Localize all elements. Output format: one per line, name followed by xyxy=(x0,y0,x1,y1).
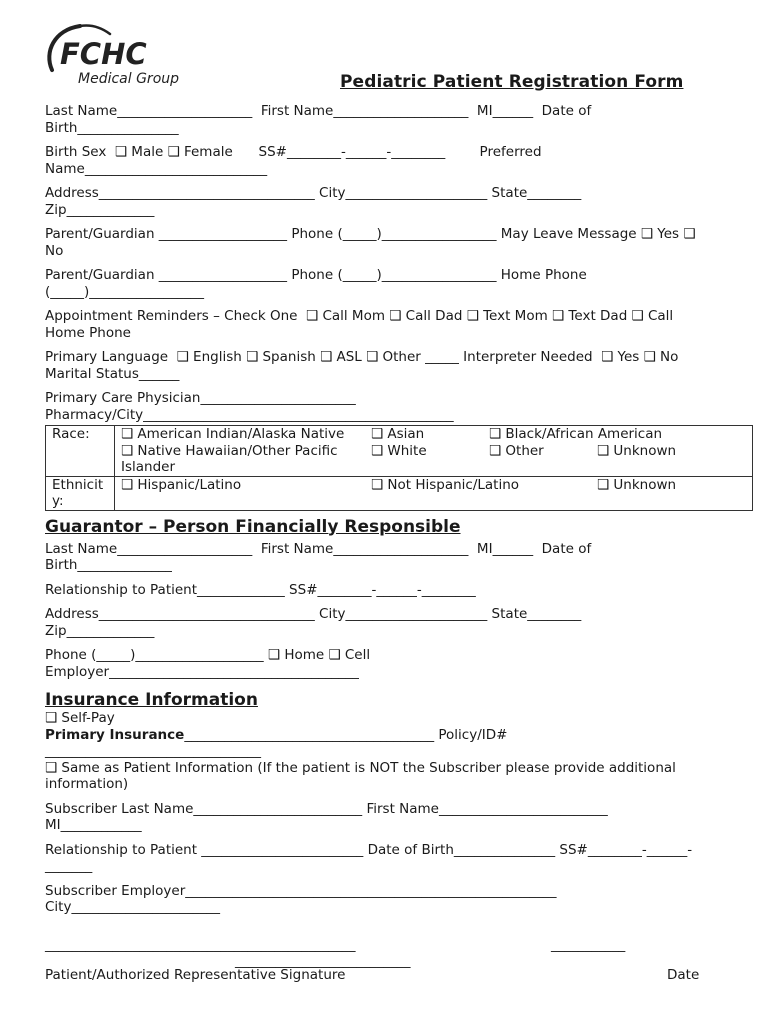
signature-line-2[interactable]: __________________________ xyxy=(235,953,411,969)
insurance-field-line[interactable]: Relationship to Patient ________________________ Date of Birth_______________ SS#________-______- xyxy=(45,841,693,858)
signature-label: Patient/Authorized Representative Signature xyxy=(45,967,346,983)
patient-field-spacer xyxy=(45,259,735,267)
ethnicity-option-hispanic[interactable]: ❑ Hispanic/Latino xyxy=(121,476,242,493)
insurance-field-line[interactable]: information) xyxy=(45,776,129,792)
patient-field-line[interactable]: Address________________________________ City_____________________ State________ xyxy=(45,185,582,201)
form-title: Pediatric Patient Registration Form xyxy=(340,72,684,92)
race-label-cell xyxy=(46,426,115,477)
signature-line[interactable]: ______________________________________________ xyxy=(45,937,356,953)
ethnicity-label-2: y: xyxy=(52,493,64,509)
patient-section xyxy=(45,103,735,423)
patient-field-spacer xyxy=(45,341,735,349)
ethnicity-options-cell xyxy=(115,476,753,510)
patient-field-spacer xyxy=(45,382,735,390)
patient-field-line[interactable]: Pharmacy/City______________________________________________ xyxy=(45,406,454,423)
race-option-other[interactable]: ❑ Other xyxy=(489,442,544,459)
race-option-unknown[interactable]: ❑ Unknown xyxy=(597,442,677,459)
insurance-field-line[interactable]: _______ xyxy=(45,858,93,874)
guarantor-field-line[interactable]: Address________________________________ City_____________________ State________ xyxy=(45,606,582,622)
ethnicity-row xyxy=(46,476,753,510)
patient-field-spacer xyxy=(45,136,735,144)
insurance-field-line[interactable]: City______________________ xyxy=(45,899,220,915)
guarantor-field-line[interactable]: Phone (_____)___________________ ❑ Home ❑ Cell xyxy=(45,647,371,663)
insurance-field-line[interactable]: MI____________ xyxy=(45,817,142,833)
guarantor-heading: Guarantor – Person Financially Responsible xyxy=(45,516,461,537)
patient-field-line[interactable]: Parent/Guardian ___________________ Phone (_____)_________________ May Leave Message ❑ Yes ❑ xyxy=(45,226,696,242)
race-option-native-hawaiian-cont: Islander xyxy=(121,459,176,475)
race-option-asian[interactable]: ❑ Asian xyxy=(371,426,425,442)
race-option-white[interactable]: ❑ White xyxy=(371,442,427,459)
insurance-field-line[interactable]: Subscriber Employer_______________________________________________________ xyxy=(45,882,557,899)
patient-field-spacer xyxy=(45,218,735,226)
race-option-black[interactable]: ❑ Black/African American xyxy=(489,426,663,442)
patient-field-line[interactable]: Zip_____________ xyxy=(45,201,155,218)
race-row xyxy=(46,426,753,477)
patient-field-line[interactable]: No xyxy=(45,242,64,259)
insurance-field-line[interactable]: ❑ Same as Patient Information (If the patient is NOT the Subscriber please provide additional xyxy=(45,759,676,776)
form-content xyxy=(45,103,735,916)
guarantor-field-line[interactable]: Relationship to Patient_____________ SS#________-______-________ xyxy=(45,581,476,598)
fchc-logo xyxy=(40,20,190,92)
ethnicity-label-cell xyxy=(46,476,115,510)
race-option-american-indian[interactable]: ❑ American Indian/Alaska Native xyxy=(121,426,345,442)
patient-field-line[interactable]: (_____)_________________ xyxy=(45,283,205,300)
insurance-field-spacer xyxy=(45,793,735,801)
primary-insurance-line xyxy=(45,727,735,744)
insurance-field-spacer xyxy=(45,875,735,883)
patient-field-line[interactable]: Name___________________________ xyxy=(45,160,268,177)
primary-insurance-field[interactable]: _____________________________________ Policy/ID# xyxy=(184,726,508,743)
patient-field-line[interactable]: Marital Status______ xyxy=(45,365,180,382)
race-options-cell xyxy=(115,426,753,477)
self-pay-checkbox[interactable]: ❑ Self-Pay xyxy=(45,710,115,726)
race-option-native-hawaiian[interactable]: ❑ Native Hawaiian/Other Pacific xyxy=(121,442,338,459)
date-line[interactable]: ___________ xyxy=(551,937,626,953)
patient-field-line[interactable]: Parent/Guardian ___________________ Phone (_____)_________________ Home Phone xyxy=(45,267,587,283)
insurance-section xyxy=(45,760,735,916)
insurance-field-spacer xyxy=(45,834,735,842)
race-label: Race: xyxy=(52,426,90,442)
patient-field-line[interactable]: Primary Care Physician_______________________ xyxy=(45,390,356,406)
guarantor-field-spacer xyxy=(45,574,735,582)
race-col-3 xyxy=(489,426,715,476)
guarantor-field-line[interactable]: Last Name____________________ First Name____________________ MI______ Date of xyxy=(45,540,592,557)
ethnicity-label-1: Ethnicit xyxy=(52,476,104,493)
race-ethnicity-table xyxy=(45,425,753,511)
patient-field-spacer xyxy=(45,177,735,185)
policy-id-field[interactable]: ________________________________ xyxy=(45,743,261,759)
patient-field-line[interactable]: Home Phone xyxy=(45,324,131,341)
guarantor-section xyxy=(45,541,735,681)
logo-text: FCHC xyxy=(60,37,147,71)
guarantor-field-line[interactable]: Zip_____________ xyxy=(45,622,155,639)
date-label: Date xyxy=(667,967,700,983)
primary-insurance-label: Primary Insurance xyxy=(45,726,185,743)
guarantor-field-spacer xyxy=(45,639,735,647)
guarantor-field-line[interactable]: Employer_____________________________________ xyxy=(45,663,359,680)
patient-field-line[interactable]: Birth_______________ xyxy=(45,119,179,136)
patient-field-spacer xyxy=(45,300,735,308)
ethnicity-option-not-hispanic[interactable]: ❑ Not Hispanic/Latino xyxy=(371,476,520,493)
guarantor-field-line[interactable]: Birth______________ xyxy=(45,557,172,573)
patient-field-line[interactable]: Appointment Reminders – Check One ❑ Call Mom ❑ Call Dad ❑ Text Mom ❑ Text Dad ❑ Call xyxy=(45,308,674,324)
race-col-1 xyxy=(121,426,371,476)
logo-subtext: Medical Group xyxy=(78,71,180,87)
insurance-heading: Insurance Information xyxy=(45,690,258,710)
patient-field-line[interactable]: Last Name____________________ First Name____________________ MI______ Date of xyxy=(45,103,592,119)
patient-field-line[interactable]: Birth Sex ❑ Male ❑ Female SS#________-______-________ Preferred xyxy=(45,144,542,160)
ethnicity-option-unknown[interactable]: ❑ Unknown xyxy=(597,476,677,493)
guarantor-field-spacer xyxy=(45,598,735,606)
patient-field-line[interactable]: Primary Language ❑ English ❑ Spanish ❑ ASL ❑ Other _____ Interpreter Needed ❑ Yes ❑ No xyxy=(45,349,679,365)
race-col-2 xyxy=(371,426,489,476)
insurance-field-line[interactable]: Subscriber Last Name_________________________ First Name_________________________ xyxy=(45,800,608,817)
